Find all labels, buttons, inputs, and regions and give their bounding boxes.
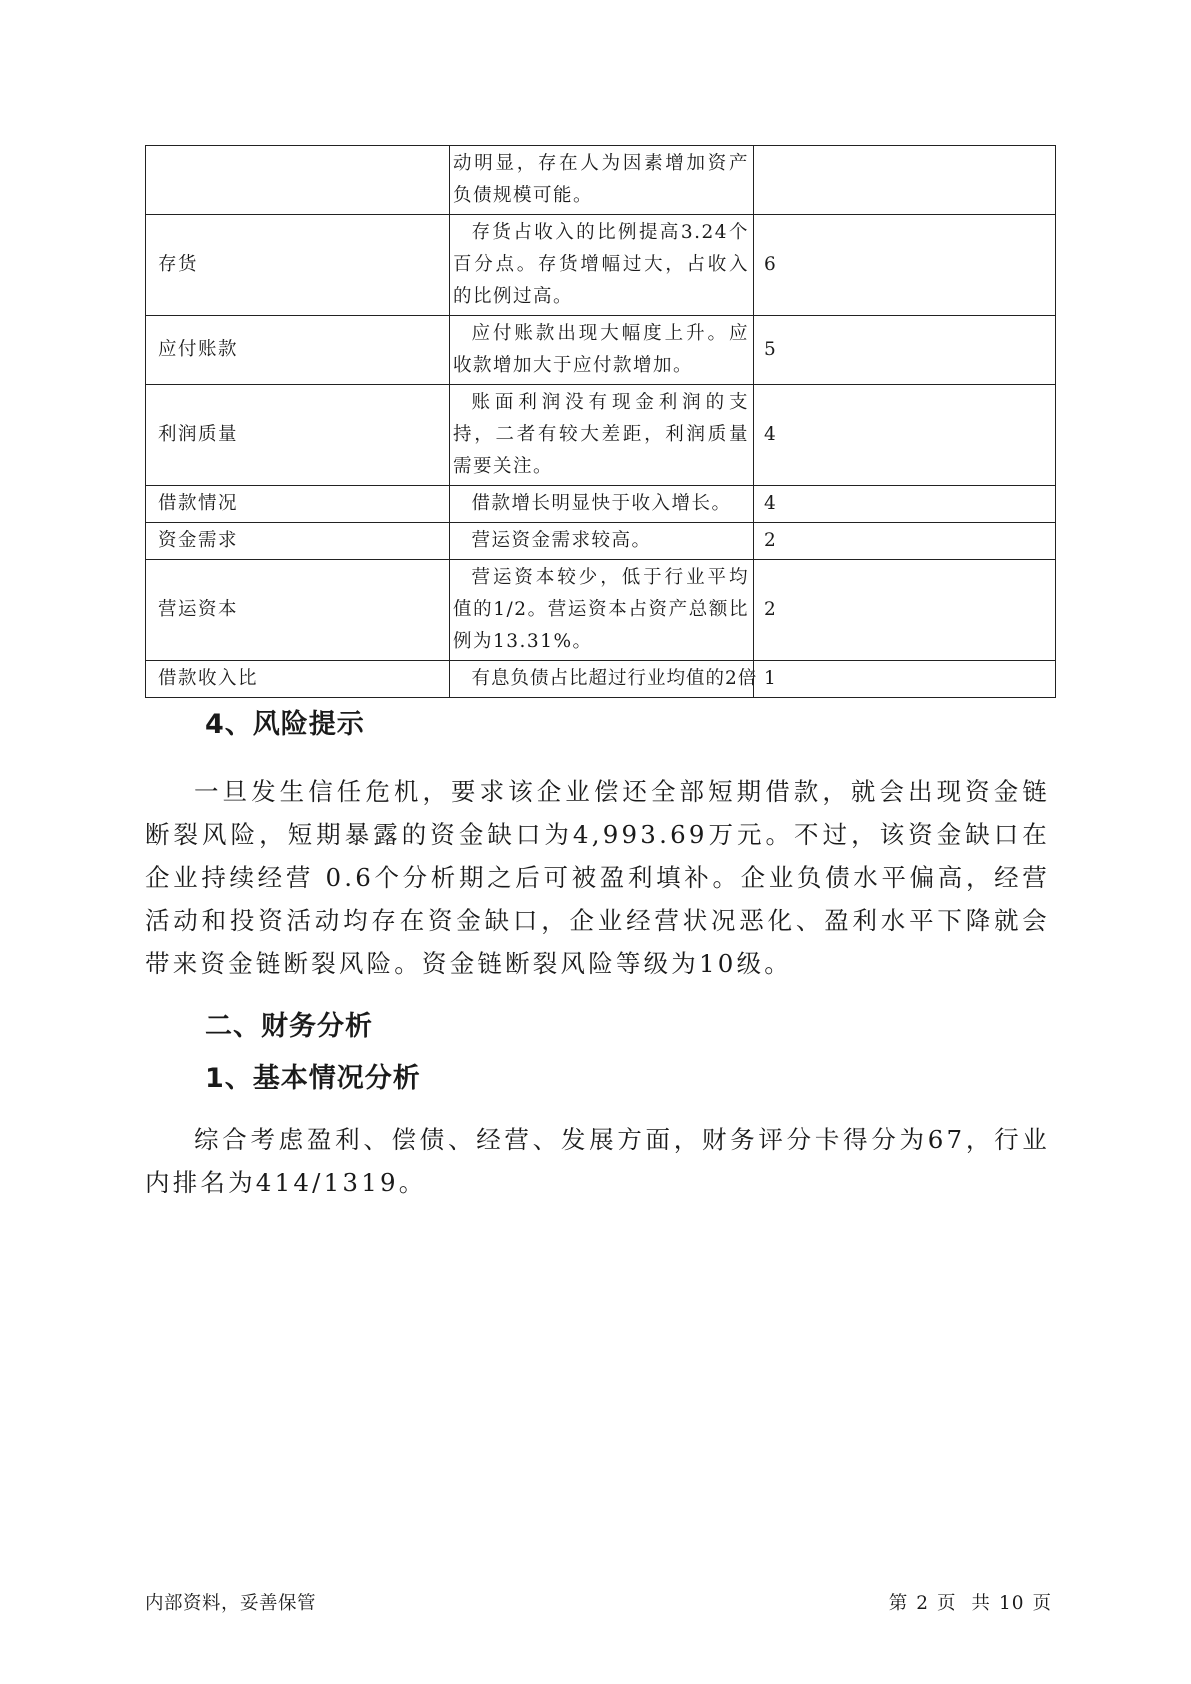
risk-score-cell: 4 [754, 486, 1056, 523]
table-row [146, 523, 1056, 560]
risk-item-cell: 借款收入比 [146, 661, 450, 698]
risk-description-cell: 借款增长明显快于收入增长。 [450, 486, 754, 523]
risk-score-cell: 2 [754, 560, 1056, 661]
table-row [146, 146, 1056, 215]
page-unit: 页 [937, 1593, 957, 1614]
risk-score-cell: 6 [754, 215, 1056, 316]
total-pages: 10 [998, 1593, 1025, 1614]
risk-warning-heading: 4、风险提示 [205, 709, 365, 740]
risk-item-cell: 应付账款 [146, 316, 450, 385]
risk-item-cell: 借款情况 [146, 486, 450, 523]
risk-item-cell [146, 146, 450, 215]
risk-item-cell: 利润质量 [146, 385, 450, 486]
page-prefix: 第 [888, 1593, 909, 1614]
risk-description-cell: 账面利润没有现金利润的支持，二者有较大差距，利润质量需要关注。 [450, 385, 754, 486]
basic-analysis-paragraph: 综合考虑盈利、偿债、经营、发展方面，财务评分卡得分为67，行业内排名为414/1319。 [145, 1125, 1050, 1197]
risk-warning-paragraph: 一旦发生信任危机，要求该企业偿还全部短期借款，就会出现资金链断裂风险，短期暴露的资金缺口为4,993.69万元。不过，该资金缺口在企业持续经营 0.6个分析期之后可被盈利填补。企业负债水平偏高，经营活动和投资活动均存在资金缺口，企业经营状况恶化、盈利水平下降就会带来资金链断裂风险。资金链断裂风险等级为10级。 [145, 777, 1050, 978]
confidential-notice: 内部资料，妥善保管 [145, 1593, 317, 1614]
table-row [146, 661, 1056, 698]
risk-score-cell: 1 [754, 661, 1056, 698]
financial-analysis-heading: 二、财务分析 [205, 1011, 373, 1042]
table-row [146, 385, 1056, 486]
risk-description-cell: 营运资金需求较高。 [450, 523, 754, 560]
risk-item-table [145, 145, 1056, 698]
risk-description-cell: 存货占收入的比例提高3.24个百分点。存货增幅过大，占收入的比例过高。 [450, 215, 754, 316]
risk-score-cell: 2 [754, 523, 1056, 560]
risk-description-cell: 有息负债占比超过行业均值的2倍 [450, 661, 754, 698]
risk-description-cell: 应付账款出现大幅度上升。应收款增加大于应付款增加。 [450, 316, 754, 385]
total-prefix: 共 [971, 1593, 991, 1614]
risk-item-cell: 营运资本 [146, 560, 450, 661]
table-row [146, 486, 1056, 523]
table-row [146, 316, 1056, 385]
risk-score-cell: 4 [754, 385, 1056, 486]
risk-score-cell [754, 146, 1056, 215]
risk-description-cell: 动明显，存在人为因素增加资产负债规模可能。 [450, 146, 754, 215]
risk-item-cell: 资金需求 [146, 523, 450, 560]
risk-score-cell: 5 [754, 316, 1056, 385]
risk-description-cell: 营运资本较少，低于行业平均值的1/2。营运资本占资产总额比例为13.31%。 [450, 560, 754, 661]
page-indicator [885, 1589, 1056, 1615]
table-row [146, 215, 1056, 316]
basic-analysis-heading: 1、基本情况分析 [205, 1063, 421, 1094]
table-row [146, 560, 1056, 661]
total-unit: 页 [1032, 1593, 1052, 1614]
page-number: 2 [916, 1593, 930, 1614]
risk-item-cell: 存货 [146, 215, 450, 316]
